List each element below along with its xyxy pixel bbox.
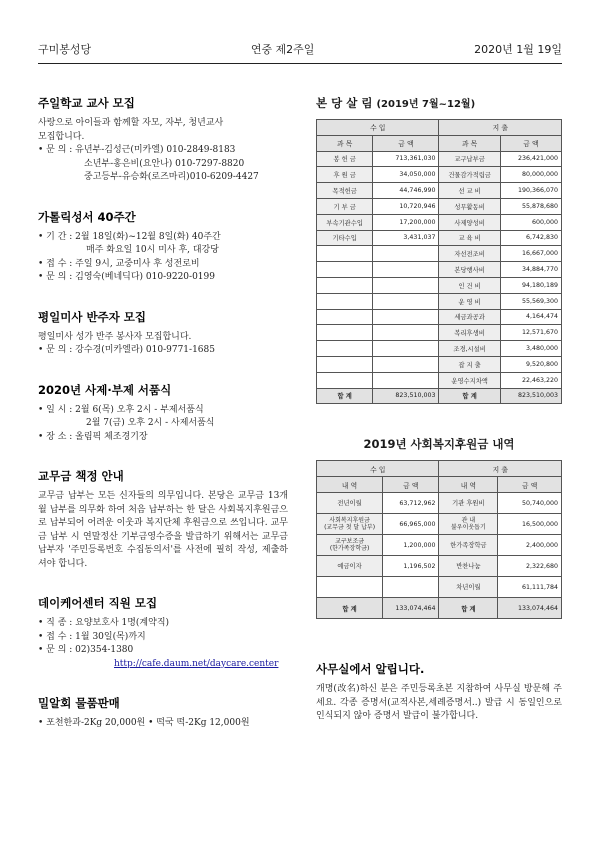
text-line: • 포천한과-2Kg 20,000원 • 떡국 떡-2Kg 12,000원 <box>38 718 250 728</box>
item-cell: 부속기관수입 <box>317 214 373 230</box>
amount-cell <box>373 262 439 278</box>
budget-row <box>317 167 562 183</box>
text-line: • 직 종 : 요양보호사 1명(계약직) <box>38 618 170 628</box>
total-expense: 133,074,464 <box>498 598 562 619</box>
item-cell <box>317 514 383 535</box>
budget-row <box>317 341 562 357</box>
daycare-link[interactable]: http://cafe.daum.net/daycare.center <box>114 658 279 669</box>
amount-cell <box>373 356 439 372</box>
item-cell: 본당행사비 <box>439 262 500 278</box>
item-cell: 운 영 비 <box>439 293 500 309</box>
total-income: 823,510,003 <box>373 388 439 404</box>
text-line: • 문 의 : 02)354-1380 <box>38 645 134 655</box>
item-text: 반찬나눔 <box>456 562 481 570</box>
section-title: 가톨릭성서 40주간 <box>38 209 136 224</box>
amount-cell: 50,740,000 <box>498 493 562 514</box>
item-cell: 성무활동비 <box>439 198 500 214</box>
amount-cell: 713,361,030 <box>373 151 439 167</box>
col-amount: 금 액 <box>383 477 439 493</box>
budget-row <box>317 277 562 293</box>
amount-cell <box>373 277 439 293</box>
item-cell <box>317 493 383 514</box>
section-title: 교무금 책정 안내 <box>38 469 124 483</box>
amount-cell: 3,480,000 <box>500 341 561 357</box>
item-cell <box>317 246 373 262</box>
amount-cell <box>373 246 439 262</box>
parish-name: 구미봉성당 <box>38 42 92 56</box>
item-cell <box>317 372 373 388</box>
col-amount: 금 액 <box>500 135 561 151</box>
item-text: 한가족장학금 <box>450 541 487 549</box>
item-text: 전년이월 <box>337 499 362 507</box>
contact-line: 중고등부-유승화(로즈마리)010-6209-4427 <box>84 172 259 182</box>
amount-cell: 236,421,000 <box>500 151 561 167</box>
amount-cell <box>373 372 439 388</box>
office-notice-section <box>316 661 562 724</box>
section-title: 2020년 사제·부제 서품식 <box>38 382 172 397</box>
welfare-row <box>317 556 562 577</box>
liturgical-week: 연중 제2주일 <box>250 42 315 56</box>
amount-cell: 2,322,680 <box>498 556 562 577</box>
budget-row <box>317 214 562 230</box>
total-label: 합 계 <box>317 598 383 619</box>
section-title: 평일미사 반주자 모집 <box>38 309 146 324</box>
item-cell: 운영수지차액 <box>439 372 500 388</box>
item-cell: 후 원 금 <box>317 167 373 183</box>
item-cell: 교 육 비 <box>439 230 500 246</box>
col-item: 과 목 <box>439 135 500 151</box>
amount-cell: 44,746,990 <box>373 183 439 199</box>
item-cell: 잡 지 출 <box>439 356 500 372</box>
item-cell: 건물감가적립금 <box>439 167 500 183</box>
budget-row <box>317 293 562 309</box>
amount-cell: 16,667,000 <box>500 246 561 262</box>
col-amount: 금 액 <box>373 135 439 151</box>
total-label: 합 계 <box>317 388 373 404</box>
item-cell: 봉 헌 금 <box>317 151 373 167</box>
text-line: 매주 화요일 10시 미사 후, 대강당 <box>86 245 219 255</box>
amount-cell: 66,965,000 <box>383 514 439 535</box>
item-text: 예금이자 <box>337 562 362 570</box>
budget-title-text: 본 당 살 림 <box>316 96 373 110</box>
section-title: 밀알회 물품판매 <box>38 696 120 710</box>
budget-title <box>316 95 562 111</box>
expense-header: 지 출 <box>439 120 562 136</box>
amount-cell: 63,712,962 <box>383 493 439 514</box>
amount-cell: 1,200,000 <box>383 535 439 556</box>
item-cell <box>317 325 373 341</box>
budget-row <box>317 183 562 199</box>
budget-row <box>317 372 562 388</box>
item-cell <box>317 293 373 309</box>
budget-row <box>317 151 562 167</box>
income-header: 수 입 <box>317 461 439 477</box>
item-text: 기관 후원비 <box>452 499 485 507</box>
bulletin-date: 2020년 1월 19일 <box>474 42 562 56</box>
text-line: 평일미사 성가 반주 봉사자 모집합니다. <box>38 331 192 342</box>
welfare-title: 2019년 사회복지후원금 내역 <box>363 437 515 452</box>
item-cell: 기 부 금 <box>317 198 373 214</box>
amount-cell: 55,569,300 <box>500 293 561 309</box>
amount-cell <box>383 577 439 598</box>
amount-cell: 22,463,220 <box>500 372 561 388</box>
text-line: • 장 소 : 올림픽 체조경기장 <box>38 431 148 442</box>
right-column <box>316 95 562 748</box>
amount-cell: 4,164,474 <box>500 309 561 325</box>
budget-row <box>317 198 562 214</box>
item-cell: 복리후생비 <box>439 325 500 341</box>
amount-cell: 3,431,037 <box>373 230 439 246</box>
item-cell <box>439 535 498 556</box>
item-text: 사회복지후원금 <box>329 517 370 525</box>
page-header <box>38 38 562 64</box>
dues-section <box>38 468 288 571</box>
income-header: 수 입 <box>317 120 439 136</box>
col-item: 과 목 <box>317 135 373 151</box>
text-line: 모집합니다. <box>38 131 85 142</box>
col-item: 내 역 <box>317 477 383 493</box>
text-line: • 문 의 : 김영숙(베네딕다) 010-9220-0199 <box>38 272 215 282</box>
budget-period: (2019년 7월~12월) <box>376 99 476 110</box>
item-text: 불우이웃돕기 <box>450 524 486 532</box>
item-cell <box>439 493 498 514</box>
budget-row <box>317 325 562 341</box>
weekday-mass-section <box>38 309 288 358</box>
item-cell <box>317 262 373 278</box>
item-cell <box>317 556 383 577</box>
bible-study-section <box>38 209 288 285</box>
item-cell: 자선전조비 <box>439 246 500 262</box>
item-text: (교무금 첫 달 납부) <box>324 524 376 532</box>
welfare-row <box>317 493 562 514</box>
amount-cell: 55,878,680 <box>500 198 561 214</box>
amount-cell: 34,050,000 <box>373 167 439 183</box>
bazaar-section <box>38 695 288 731</box>
amount-cell: 600,000 <box>500 214 561 230</box>
text-line: • 문 의 : 강수경(미카엘라) 010-9771-1685 <box>38 345 215 355</box>
amount-cell: 80,000,000 <box>500 167 561 183</box>
notice-text: 개명(改名)하신 분은 주민등록초본 지참하여 사무실 방문해 주세요. 각종 증명서(교적사본,세례증명서..) 발급 시 동일인으로 인식되지 않아 증명서 발급이 불가합니다. <box>316 684 562 722</box>
amount-cell: 6,742,830 <box>500 230 561 246</box>
welfare-row <box>317 535 562 556</box>
item-cell: 조경,시설비 <box>439 341 500 357</box>
total-expense: 823,510,003 <box>500 388 561 404</box>
section-title: 데이케어센터 직원 모집 <box>38 596 158 610</box>
total-label: 합 계 <box>439 598 498 619</box>
budget-row <box>317 230 562 246</box>
item-cell <box>439 577 498 598</box>
welfare-row <box>317 514 562 535</box>
total-label: 합 계 <box>439 388 500 404</box>
welfare-row <box>317 577 562 598</box>
daycare-section <box>38 595 288 671</box>
amount-cell: 190,366,070 <box>500 183 561 199</box>
budget-table <box>316 119 562 404</box>
amount-cell <box>373 325 439 341</box>
amount-cell <box>373 309 439 325</box>
text-line: 사랑으로 아이들과 함께할 자모, 자부, 청년교사 <box>38 118 224 128</box>
item-cell <box>317 577 383 598</box>
text-line: • 일 시 : 2월 6(목) 오후 2시 - 부제서품식 <box>38 404 204 415</box>
amount-cell <box>373 293 439 309</box>
item-text: 교구보조금 <box>335 538 365 546</box>
item-text: 차년이월 <box>456 583 481 591</box>
item-cell: 세금과공과 <box>439 309 500 325</box>
expense-header: 지 출 <box>439 461 562 477</box>
contact-line: • 문 의 : 유년부-김성근(미카엘) 010-2849-8183 <box>38 145 236 155</box>
text-line: • 접 수 : 1월 30일(목)까지 <box>38 631 146 642</box>
text-line: • 기 간 : 2월 18일(화)~12월 8일(화) 40주간 <box>38 231 221 242</box>
amount-cell: 34,884,770 <box>500 262 561 278</box>
item-cell <box>317 356 373 372</box>
col-item: 내 역 <box>439 477 498 493</box>
amount-cell: 1,196,502 <box>383 556 439 577</box>
item-cell <box>317 341 373 357</box>
item-cell <box>317 309 373 325</box>
budget-row <box>317 262 562 278</box>
amount-cell: 94,180,189 <box>500 277 561 293</box>
total-income: 133,074,464 <box>383 598 439 619</box>
sunday-school-section <box>38 95 288 185</box>
amount-cell: 17,200,000 <box>373 214 439 230</box>
item-cell: 목적헌금 <box>317 183 373 199</box>
welfare-table <box>316 460 562 619</box>
amount-cell: 9,520,800 <box>500 356 561 372</box>
item-cell: 선 교 비 <box>439 183 500 199</box>
item-cell <box>439 514 498 535</box>
item-text: (한가족장학금) <box>329 545 370 553</box>
amount-cell: 16,500,000 <box>498 514 562 535</box>
amount-cell: 2,400,000 <box>498 535 562 556</box>
item-cell: 인 건 비 <box>439 277 500 293</box>
budget-row <box>317 309 562 325</box>
item-cell: 기타수입 <box>317 230 373 246</box>
budget-row <box>317 246 562 262</box>
text-line: 2월 7(금) 오후 2시 - 사제서품식 <box>86 418 215 428</box>
ordination-section <box>38 382 288 445</box>
amount-cell: 61,111,784 <box>498 577 562 598</box>
item-cell: 교구납부금 <box>439 151 500 167</box>
budget-row <box>317 356 562 372</box>
item-cell <box>439 556 498 577</box>
item-cell: 사제양성비 <box>439 214 500 230</box>
dues-text: 교무금 납부는 모든 신자들의 의무입니다. 본당은 교무금 13개월 납부를 의무화 하여 처음 납부하는 한 달은 사회복지후원금으로 납부되어 어려운 이웃과 복지단체 후원금으로 쓰입니다. 교무금 납부 시 연말정산 기부금영수증을 발급하기 위해서는 교무금 납부자 '주민등록번호 수집동의서'를 사전에 필히 작성, 제출하셔야 합니다. <box>38 491 288 569</box>
item-cell <box>317 277 373 293</box>
section-title: 사무실에서 알립니다. <box>316 662 425 677</box>
amount-cell <box>373 341 439 357</box>
contact-line: 소년부-홍은비(요안나) 010-7297-8820 <box>84 158 245 169</box>
left-column <box>38 95 288 755</box>
amount-cell: 12,571,670 <box>500 325 561 341</box>
item-text: 관 내 <box>461 517 476 525</box>
text-line: • 접 수 : 주일 9시, 교중미사 후 성전로비 <box>38 258 200 269</box>
col-amount: 금 액 <box>498 477 562 493</box>
amount-cell: 10,720,946 <box>373 198 439 214</box>
section-title: 주일학교 교사 모집 <box>38 96 135 110</box>
item-cell <box>317 535 383 556</box>
